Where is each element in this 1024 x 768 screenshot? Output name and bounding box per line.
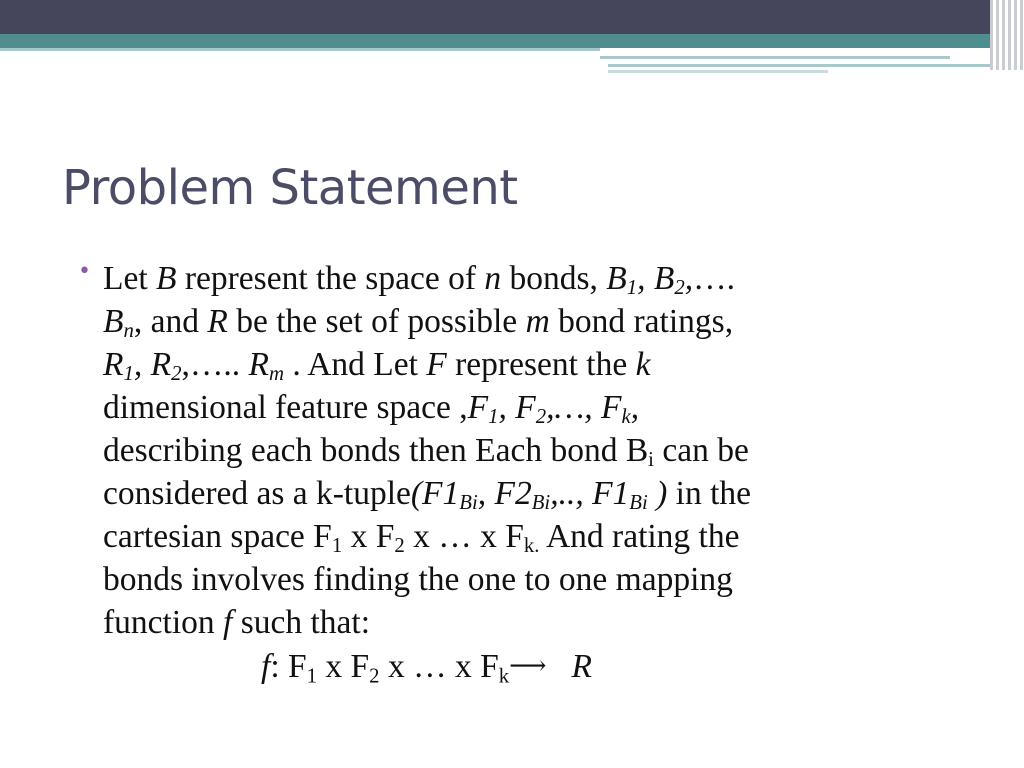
body-line-8: bonds involves finding the one to one mapping <box>103 561 733 598</box>
body-line-6: considered as a $k-tuple(F1_{Bi}$, $F2_{Bi}$,.., $F1_{Bi}$ ) in the <box>103 475 752 515</box>
header-stripes <box>990 0 1024 70</box>
mapping-formula: f: $F_1$ x $F_2$ x … x $F_k⟶$ R <box>261 648 592 688</box>
arrow-icon: ⟶ <box>509 651 547 680</box>
slide-title: Problem Statement <box>62 160 518 216</box>
body-line-9: function f such that: <box>103 604 371 641</box>
body-line-4: dimensional feature space $,F_1$, $F_2,\dots$, $F_k$, <box>103 389 640 429</box>
accent-line <box>600 56 950 59</box>
body-line-2: $B_n$, and R be the set of possible m bond ratings, <box>103 303 734 343</box>
accent-line <box>608 70 828 73</box>
body-line-5: describing each bonds then Each bond $B_i$ can be <box>103 432 749 472</box>
body-line-1: Let B represent the space of n bonds, $B_1$, $B_2,\dots$. <box>103 260 735 300</box>
header-teal-band <box>0 34 1024 48</box>
bullet-marker: • <box>78 259 91 284</box>
header-band <box>0 0 1024 34</box>
body-line-7: cartesian space $F_1$ x $F_2$ x … x $F_{k.}$ And rating the <box>103 518 740 558</box>
slide-body <box>103 257 983 688</box>
body-line-3: $R_1$, $R_2,\dots$.. $R_m$ . And Let F represent the k <box>103 346 651 386</box>
accent-line <box>608 64 998 67</box>
accent-line <box>0 48 600 51</box>
